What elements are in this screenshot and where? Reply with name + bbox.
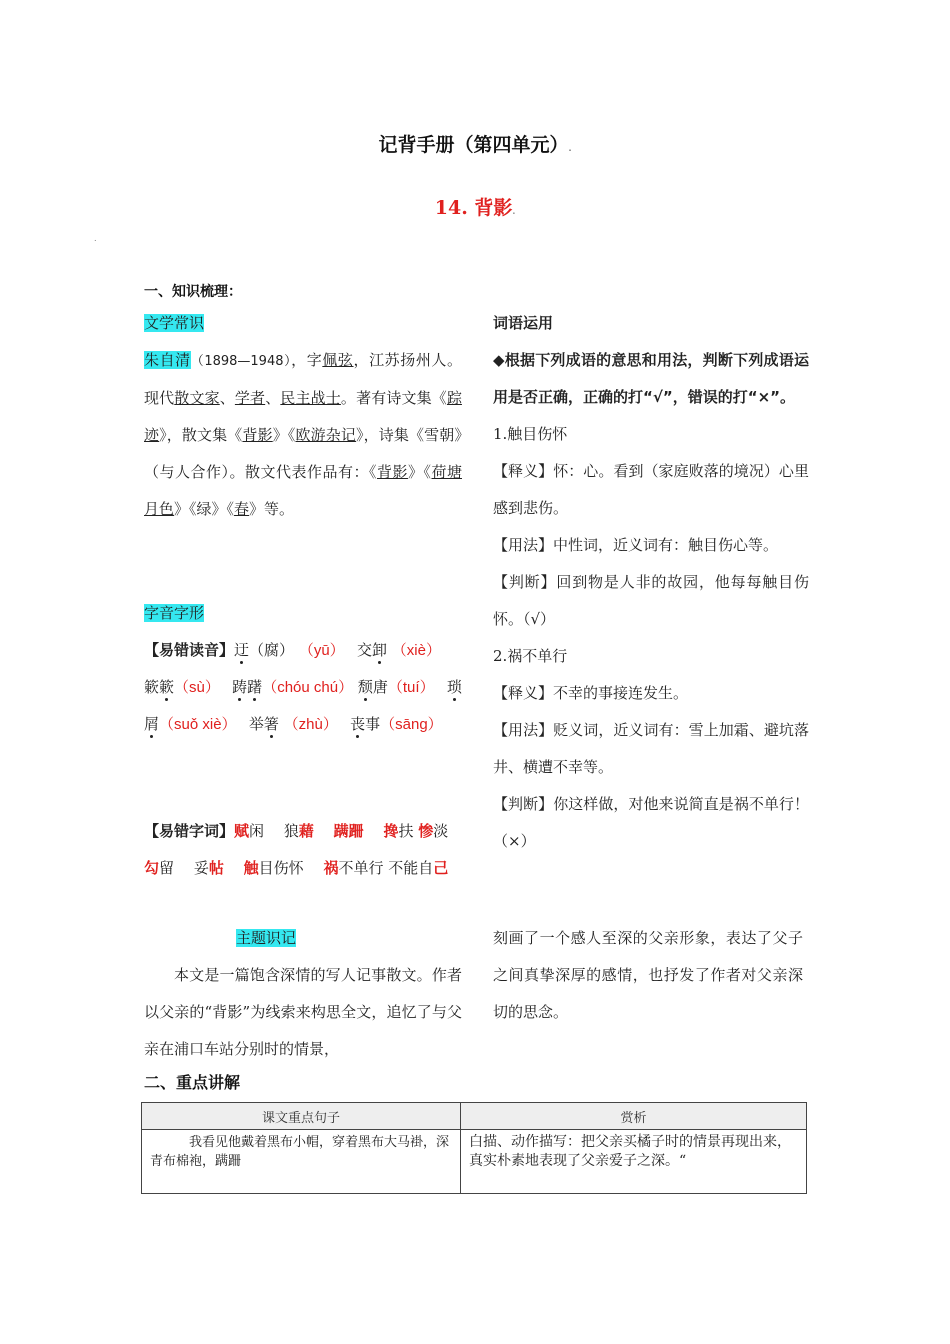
literature-label: 文学常识 <box>144 314 205 332</box>
pronunciation-list: 【易错读音】迂（腐） （yū） 交卸 （xiè） 簌簌（sù） 踌躇（chóu chú） 颓唐（tuí） 琐屑（suǒ xiè） 举箸 （zhù） 丧事（sāng） <box>144 641 462 733</box>
lesson-title: 14. 背影. <box>434 197 516 219</box>
pron-item: 琐屑（suǒ xiè） <box>144 678 462 733</box>
wrong-word: 触目伤怀 <box>243 859 304 877</box>
wrong-word: 蹒跚 <box>333 822 364 840</box>
section-heading-1: 一、知识梳理： <box>144 284 242 300</box>
pronunciation-label: 字音字形 <box>144 604 205 622</box>
idiom-meaning: 【释义】不幸的事接连发生。 <box>493 684 689 702</box>
section-heading-2: 二、重点讲解 <box>144 1073 241 1092</box>
theme-text-right: 刻画了一个感人至深的父亲形象，表达了父子之间真挚深厚的感情，也抒发了作者对父亲深切的思念。 <box>493 929 803 1021</box>
idiom-judge: 【判断】回到物是人非的故园，他每每触目伤怀。（√） <box>493 573 809 628</box>
pron-item: 踌躇（chóu chú） <box>232 678 354 696</box>
pron-item: 举箸 （zhù） <box>248 715 331 733</box>
table-header-row <box>142 1103 807 1130</box>
theme-block <box>144 920 462 1068</box>
wrong-word: 赋闲 <box>234 822 265 840</box>
idiom-usage: 【用法】中性词，近义词有：触目伤心等。 <box>493 536 779 554</box>
table-header-cell: 赏析 <box>461 1103 807 1130</box>
idiom-judge: 【判断】你这样做，对他来说简直是祸不单行！ （×） <box>493 795 824 850</box>
pron-item: 簌簌（sù） <box>144 678 213 696</box>
literature-block: 文学常识 朱自清（1898—1948），字佩弦，江苏扬州人。现代散文家、学者、民主战士。著有诗文集《踪迹》，散文集《背影》《欧游杂记》，诗集《雪朝》（与人合作）。散文代表作品有：《背影》《荷塘月色》《绿》《春》等。 <box>144 314 462 518</box>
table-cell-analysis: 白描、动作描写：把父亲买橘子时的情景再现出来，真实朴素地表现了父亲爱子之深。“ <box>461 1130 807 1194</box>
pron-item: 交卸 （xiè） <box>356 641 434 659</box>
wrong-word: 不能自己 <box>388 859 449 877</box>
page-title: 记背手册（第四单元）. <box>378 134 572 156</box>
pron-item: 丧事（sāng） <box>350 715 443 733</box>
pron-item: 迂（腐） （yū） <box>234 641 338 659</box>
wrong-word: 狼藉 <box>283 822 314 840</box>
wrong-word: 搀扶 <box>383 822 414 840</box>
theme-label: 主题识记 <box>236 929 297 947</box>
author-name: 朱自清 <box>144 351 191 369</box>
idiom-name: 2.祸不单行 <box>493 647 568 665</box>
table-row <box>142 1130 807 1194</box>
idiom-usage: 【用法】贬义词，近义词有：雪上加霜、避坑落井、横遭不幸等。 <box>493 721 809 776</box>
idioms-heading: 词语运用 <box>493 314 554 332</box>
wrong-word: 惨淡 <box>418 822 449 840</box>
margin-mark: . <box>94 234 97 243</box>
idiom-meaning: 【释义】怀：心。看到（家庭败落的境况）心里感到悲伤。 <box>493 462 809 517</box>
pronunciation-block <box>144 595 462 743</box>
key-sentences-table <box>141 1102 807 1194</box>
table-cell-sentence: 我看见他戴着黑布小帽，穿着黑布大马褂，深青布棉袍，蹒跚 <box>142 1130 461 1194</box>
wrong-word: 妥帖 <box>193 859 224 877</box>
wrong-word: 勾留 <box>144 859 175 877</box>
idiom-name: 1.触目伤怀 <box>493 425 568 443</box>
wrong-word: 祸不单行 <box>323 859 384 877</box>
idioms-block <box>493 305 824 860</box>
idioms-instruction: ◆根据下列成语的意思和用法，判断下列成语运用是否正确，正确的打“√”，错误的打“×”。 <box>493 351 809 406</box>
wrong-words-block: 【易错字词】赋闲 狼藉 蹒跚 搀扶 惨淡 勾留 妥帖 触目伤怀 祸不单行 不能自己 <box>144 822 449 877</box>
theme-text-left: 本文是一篇饱含深情的写人记事散文。作者以父亲的“背影”为线索来构思全文，追忆了与父亲在浦口车站分别时的情景， <box>144 966 462 1058</box>
table-header-cell: 课文重点句子 <box>142 1103 461 1130</box>
pron-item: 颓唐（tuí） <box>357 678 428 696</box>
